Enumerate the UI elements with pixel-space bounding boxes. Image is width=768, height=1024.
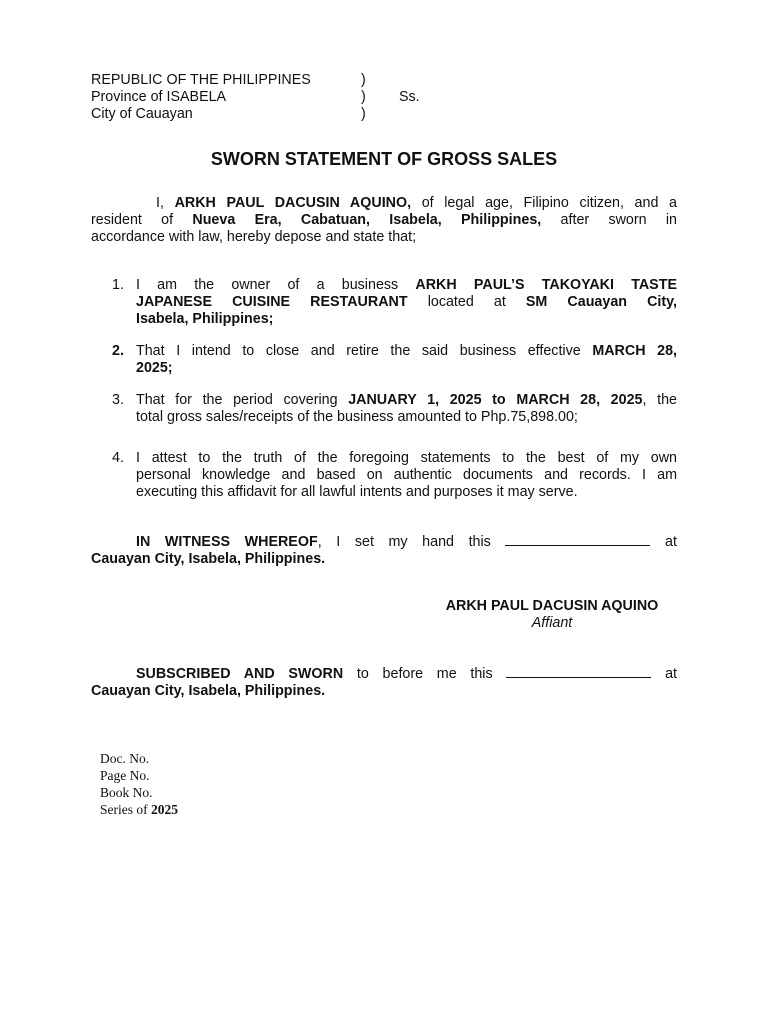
item3-line-1 <box>136 392 677 409</box>
witness-line-1 <box>91 532 677 551</box>
affiant-address: Nueva Era, Cabatuan, Isabela, Philippines, <box>192 212 542 228</box>
venue-line-city <box>91 106 491 123</box>
witness-lead: IN WITNESS WHEREOF <box>136 534 318 550</box>
notarial-register-block <box>100 750 178 818</box>
date-blank-line[interactable] <box>505 532 650 546</box>
subscribed-line-1 <box>91 664 677 683</box>
witness-paragraph <box>91 532 677 568</box>
witness-line-2 <box>91 551 677 568</box>
subscribed-place: Cauayan City, Isabela, Philippines. <box>91 683 326 699</box>
list-item-1 <box>112 277 677 328</box>
witness-text: , I set my hand this <box>317 534 491 550</box>
intro-pre-name: I, <box>156 195 164 211</box>
item3-the: , the <box>642 392 677 408</box>
item3-text: That for the period covering <box>136 392 338 408</box>
subscribed-line-2 <box>91 683 677 700</box>
affiant-name: ARKH PAUL DACUSIN AQUINO, <box>174 195 412 211</box>
item1-line-2 <box>136 294 677 311</box>
business-location-part2: Isabela, Philippines; <box>136 311 274 327</box>
business-name-part2: JAPANESE CUISINE RESTAURANT <box>136 294 408 310</box>
item3-line-2: total gross sales/receipts of the business amounted to Php.75,898.00; <box>136 409 578 425</box>
subscribed-lead: SUBSCRIBED AND SWORN <box>136 666 344 682</box>
item4-line-1: I attest to the truth of the foregoing statements to the best of my own <box>136 450 677 466</box>
closure-date-part1: MARCH 28, <box>592 343 677 359</box>
item1-line-1 <box>136 277 677 294</box>
venue-paren: ) <box>361 106 366 122</box>
business-location-part1: SM Cauayan City, <box>525 294 678 310</box>
date-blank-line[interactable] <box>506 664 651 678</box>
venue-line-republic <box>91 72 491 89</box>
business-name-part1: ARKH PAUL’S TAKOYAKI TASTE <box>415 277 677 293</box>
page-no: Page No. <box>100 768 150 783</box>
list-item-3 <box>112 392 677 426</box>
signature-name: ARKH PAUL DACUSIN AQUINO <box>445 598 659 614</box>
intro-line-2 <box>91 212 677 229</box>
subscribed-at: at <box>665 666 677 682</box>
series-line <box>100 801 178 818</box>
venue-city: City of Cauayan <box>91 106 193 122</box>
intro-paragraph <box>91 195 677 246</box>
signature-block <box>420 598 684 632</box>
item2-line-2 <box>136 360 677 377</box>
series-year: 2025 <box>151 802 178 817</box>
venue-ss: Ss. <box>399 89 420 105</box>
list-item-number: 3. <box>112 392 124 408</box>
venue-paren: ) <box>361 72 366 88</box>
venue-province: Province of ISABELA <box>91 89 227 105</box>
list-item-number: 1. <box>112 277 124 293</box>
intro-line-1 <box>91 195 677 212</box>
doc-no: Doc. No. <box>100 751 150 766</box>
closure-date-part2: 2025; <box>136 360 173 376</box>
list-item-number: 4. <box>112 450 124 466</box>
intro-line-3: accordance with law, hereby depose and state that; <box>91 229 417 245</box>
list-item-number: 2. <box>112 343 124 359</box>
period-covered: JANUARY 1, 2025 to MARCH 28, 2025 <box>348 392 643 408</box>
list-item-4 <box>112 450 677 501</box>
subscribed-paragraph <box>91 664 677 700</box>
item1-located-at: located at <box>427 294 506 310</box>
subscribed-text: to before me this <box>356 666 493 682</box>
witness-at: at <box>665 534 677 550</box>
signature-role: Affiant <box>531 615 573 631</box>
intro-resident-of: resident of <box>91 212 174 228</box>
series-label: Series of <box>100 802 148 817</box>
book-no: Book No. <box>100 785 153 800</box>
witness-place: Cauayan City, Isabela, Philippines. <box>91 551 326 567</box>
item2-text: That I intend to close and retire the said business effective <box>136 343 581 359</box>
item2-line-1 <box>136 343 677 360</box>
item1-text: I am the owner of a business <box>136 277 399 293</box>
item4-line-2: personal knowledge and based on authentic documents and records. I am <box>136 467 677 483</box>
intro-after-name: of legal age, Filipino citizen, and a <box>421 195 677 211</box>
list-item-2 <box>112 343 677 377</box>
venue-republic: REPUBLIC OF THE PHILIPPINES <box>91 72 311 88</box>
document-title: SWORN STATEMENT OF GROSS SALES <box>210 149 558 169</box>
item1-line-3 <box>136 311 677 328</box>
intro-after-address: after sworn in <box>560 212 677 228</box>
venue-line-province <box>91 89 491 106</box>
item4-line-3: executing this affidavit for all lawful intents and purposes it may serve. <box>136 484 578 500</box>
venue-paren: ) <box>361 89 366 105</box>
